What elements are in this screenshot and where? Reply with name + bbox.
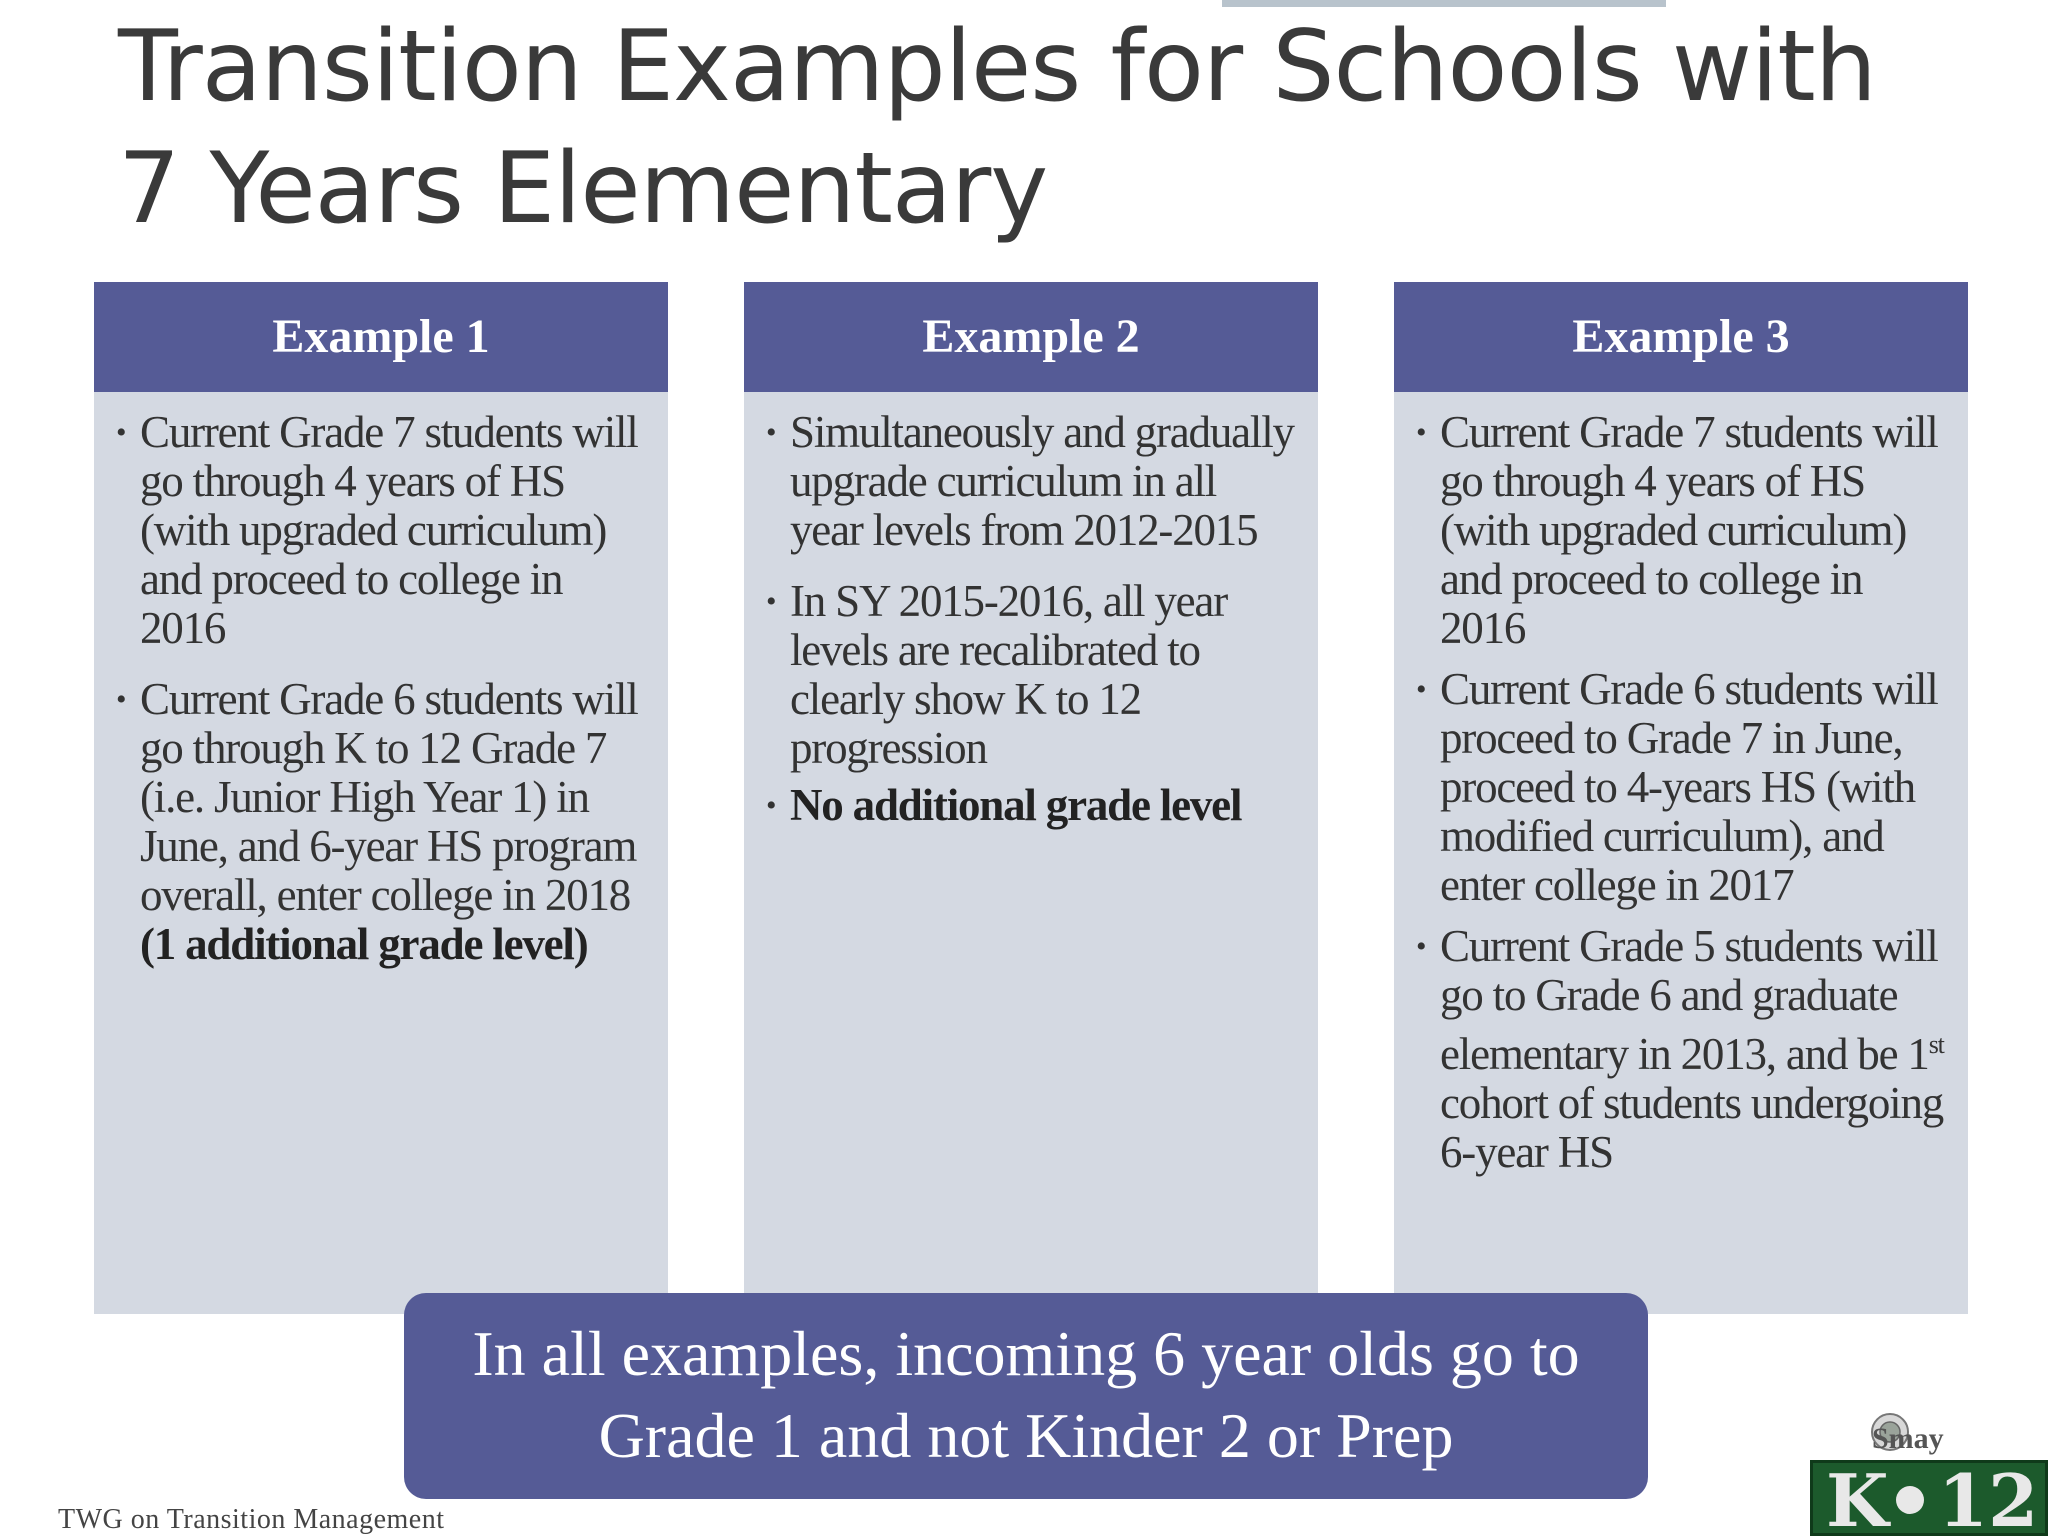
example-1-panel	[94, 282, 668, 1314]
bullet-item	[766, 408, 1296, 555]
bullet-text: Current Grade 5 students will go to Grade 6 and graduate elementary in 2013, and be 1	[1440, 921, 1938, 1079]
callout-line-2: Grade 1 and not Kinder 2 or Prep	[598, 1400, 1454, 1471]
example-2-header: Example 2	[744, 282, 1318, 392]
slide-title: Transition Examples for Schools with 7 Years Elementary	[118, 10, 1876, 246]
callout-line-1: In all examples, incoming 6 year olds go to	[472, 1318, 1580, 1389]
bullet-item	[766, 781, 1296, 830]
bullet-bold-text: No additional grade level	[790, 780, 1242, 830]
bullet-bold-text: (1 additional grade level)	[140, 919, 588, 969]
bullet-item	[766, 577, 1296, 773]
example-1-header: Example 1	[94, 282, 668, 392]
footer-label: TWG on Transition Management	[58, 1504, 445, 1535]
bullet-text: In SY 2015-2016, all year levels are recalibrated to clearly show K to 12 progression	[790, 576, 1227, 773]
logo-label: Smay	[1872, 1422, 1944, 1455]
bullet-text: cohort of students undergoing 6-year HS	[1440, 1078, 1944, 1177]
k12-mark-icon	[1810, 1460, 2048, 1536]
example-2-bullet-list	[766, 408, 1296, 830]
summary-callout	[404, 1293, 1648, 1499]
example-2-panel	[744, 282, 1318, 1314]
bullet-text: Current Grade 7 students will go through 4 years of HS (with upgraded curriculum) and proceed to college in 2016	[140, 407, 638, 653]
bullet-text: Current Grade 7 students will go through 4 years of HS (with upgraded curriculum) and proceed to college in 2016	[1440, 407, 1938, 653]
bullet-text: Current Grade 6 students will go through K to 12 Grade 7 (i.e. Junior High Year 1) in June, and 6-year HS program overall, enter college in 2018	[140, 674, 638, 920]
example-3-body	[1394, 282, 1968, 1177]
bullet-text: Simultaneously and gradually upgrade curriculum in all year levels from 2012-2015	[790, 407, 1294, 555]
bullet-item	[116, 408, 646, 653]
bullet-item	[1416, 922, 1946, 1177]
bullet-text: Current Grade 6 students will proceed to Grade 7 in June, proceed to 4-years HS (with modified curriculum), and enter college in 2017	[1440, 664, 1938, 910]
bullet-item	[1416, 665, 1946, 910]
ordinal-suffix: st	[1928, 1030, 1944, 1059]
example-3-panel	[1394, 282, 1968, 1314]
svg-text:12: 12	[1938, 1460, 2039, 1536]
example-1-bullet-list	[116, 408, 646, 969]
bullet-item	[1416, 408, 1946, 653]
k12-logo	[1808, 1410, 2048, 1536]
bullet-item	[116, 675, 646, 969]
example-3-header: Example 3	[1394, 282, 1968, 392]
svg-text:K: K	[1826, 1460, 1889, 1536]
example-3-bullet-list	[1416, 408, 1946, 1177]
